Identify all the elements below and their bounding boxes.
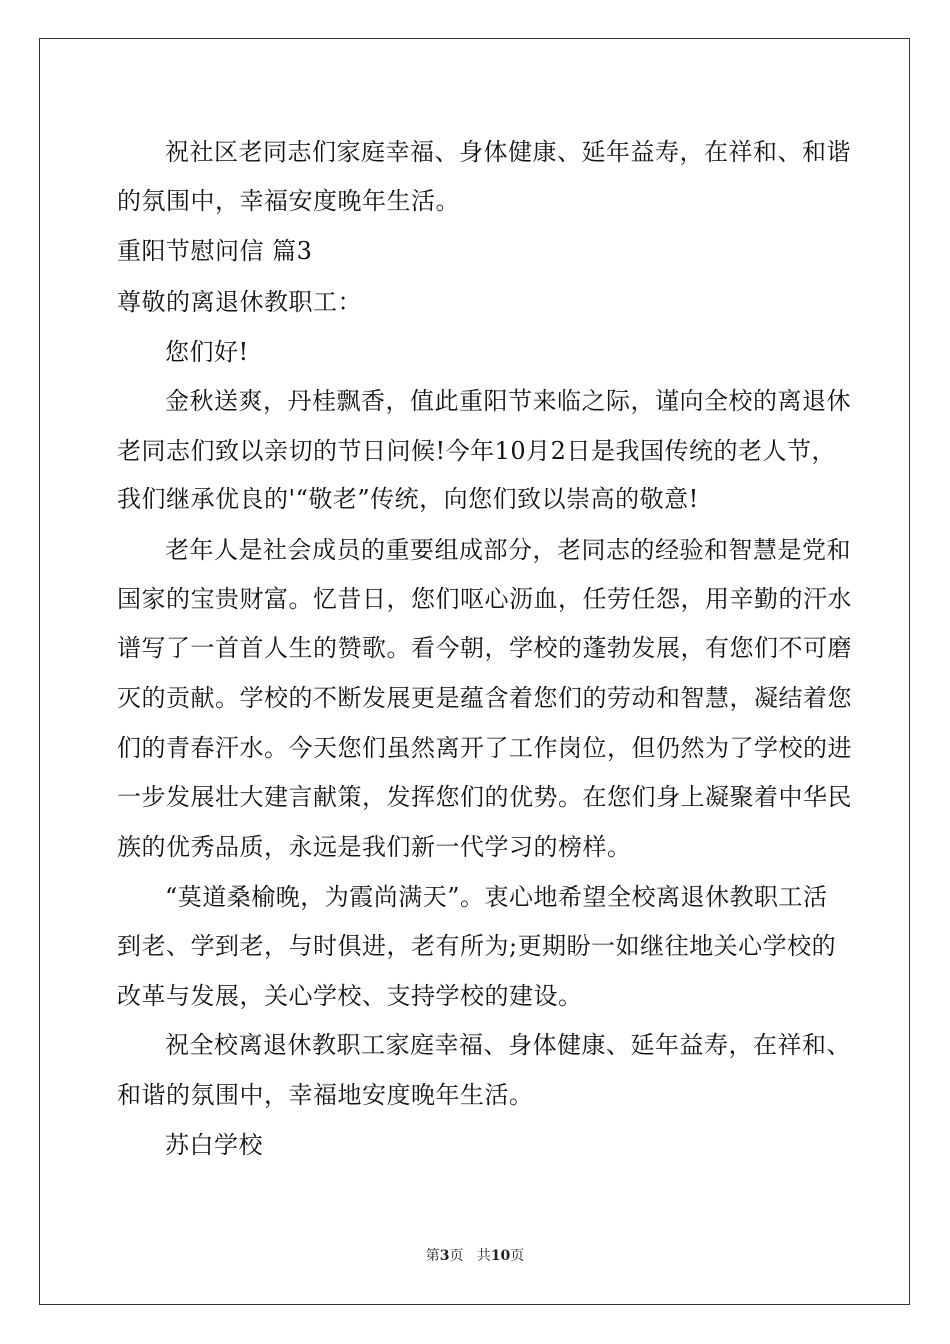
body-line: 祝全校离退休教职工家庭幸福、身体健康、延年益寿，在祥和、 — [165, 1031, 851, 1059]
greeting: 您们好! — [165, 338, 249, 366]
body-line: 老同志们致以亲切的节日问候!今年10月2日是我国传统的老人节， — [117, 437, 836, 465]
body-line: “莫道桑榆晚，为霞尚满天”。衷心地希望全校离退休教职工活 — [165, 883, 828, 911]
section-heading: 重阳节慰问信 篇3 — [117, 237, 313, 265]
page-number: 3 — [439, 1248, 450, 1264]
body-line: 祝社区老同志们家庭幸福、身体健康、延年益寿，在祥和、和谐 — [165, 138, 851, 166]
page-frame — [39, 38, 910, 1305]
body-line: 谱写了一首首人生的赞歌。看今朝，学校的蓬勃发展，有您们不可磨 — [117, 634, 852, 662]
body-line: 国家的宝贵财富。忆昔日，您们呕心沥血，任劳任怨，用辛勤的汗水 — [117, 585, 852, 613]
page-suffix: 页 — [449, 1248, 464, 1264]
total-suffix: 页 — [510, 1248, 525, 1264]
body-line: 改革与发展，关心学校、支持学校的建设。 — [117, 982, 583, 1010]
body-line: 我们继承优良的'“敬老”传统，向您们致以崇高的敬意! — [117, 485, 699, 513]
total-prefix: 共 — [476, 1248, 491, 1264]
body-line: 族的优秀品质，永远是我们新一代学习的榜样。 — [117, 833, 632, 861]
salutation: 尊敬的离退休教职工： — [117, 288, 362, 316]
body-line: 到老、学到老，与时俱进，老有所为;更期盼一如继往地关心学校的 — [117, 932, 837, 960]
page-prefix: 第 — [425, 1248, 440, 1264]
body-line: 金秋送爽，丹桂飘香，值此重阳节来临之际，谨向全校的离退休 — [165, 387, 851, 415]
total-pages: 10 — [490, 1248, 511, 1264]
body-line: 们的青春汗水。今天您们虽然离开了工作岗位，但仍然为了学校的进 — [117, 734, 852, 762]
signature: 苏白学校 — [165, 1131, 263, 1159]
body-line: 和谐的氛围中，幸福地安度晚年生活。 — [117, 1081, 534, 1109]
body-line: 一步发展壮大建言献策，发挥您们的优势。在您们身上凝聚着中华民 — [117, 783, 852, 811]
body-line: 老年人是社会成员的重要组成部分，老同志的经验和智慧是党和 — [165, 536, 851, 564]
page-footer — [0, 1247, 950, 1265]
body-line: 的氛围中，幸福安度晚年生活。 — [117, 187, 460, 215]
body-line: 灭的贡献。学校的不断发展更是蕴含着您们的劳动和智慧，凝结着您 — [117, 684, 852, 712]
